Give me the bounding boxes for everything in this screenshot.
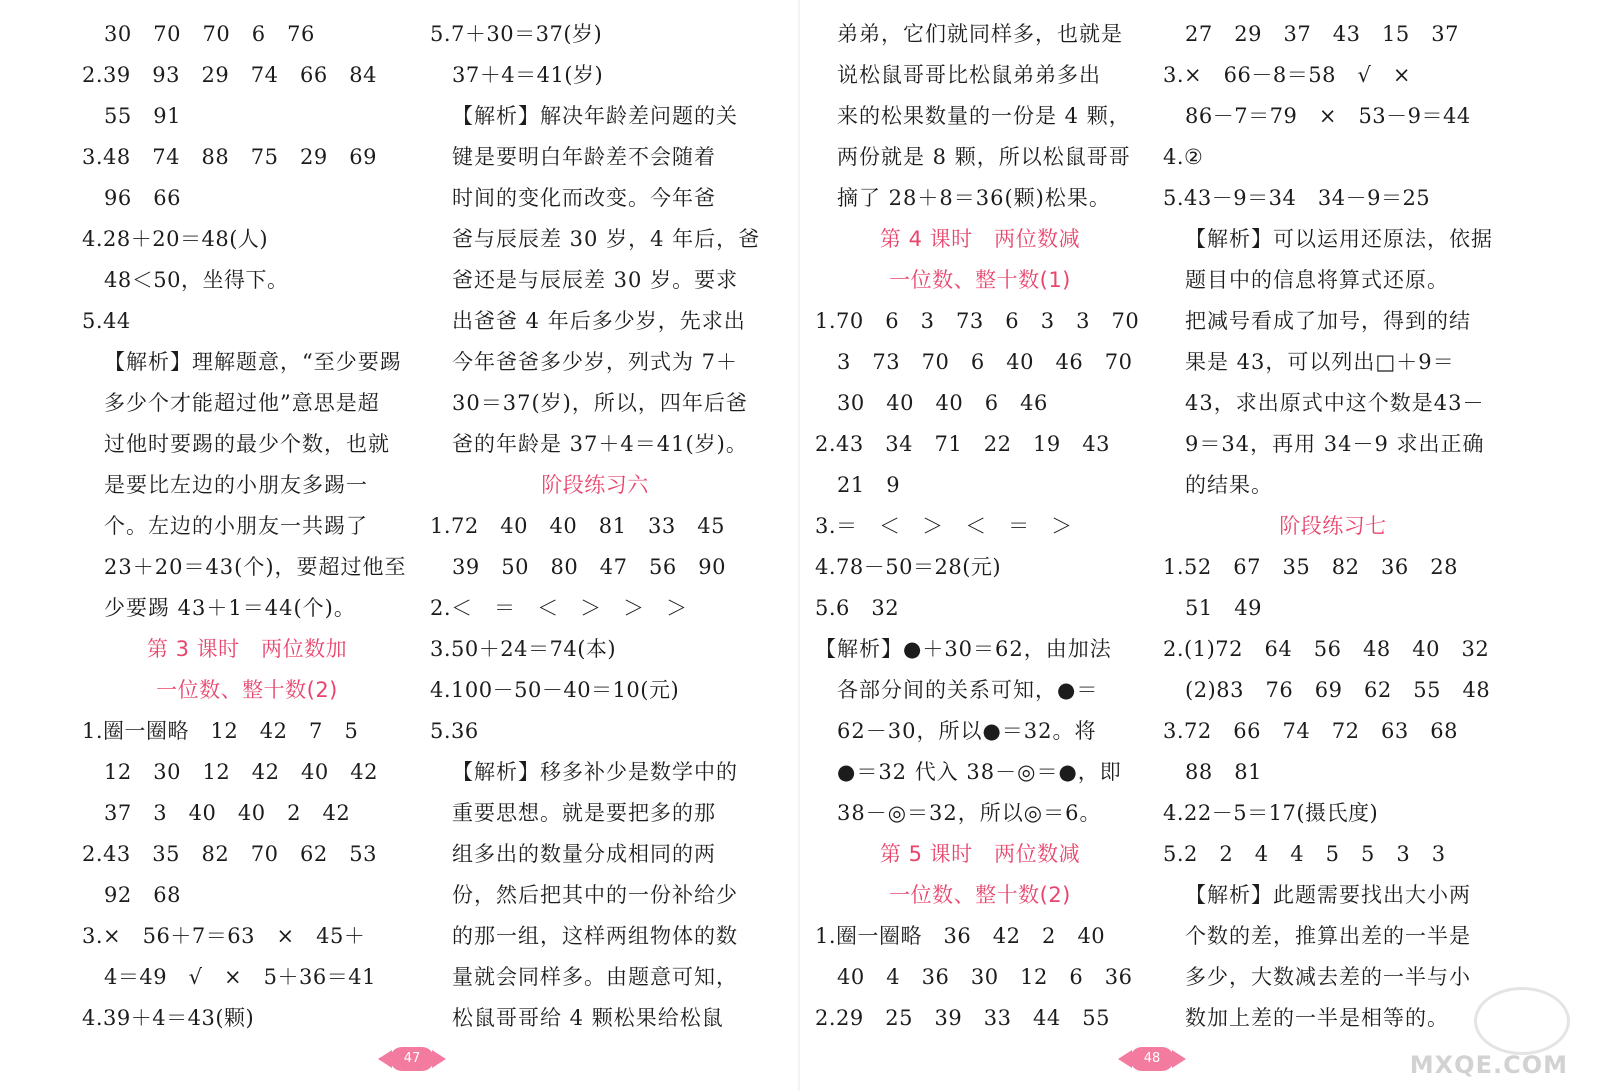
answer-line: 39 50 80 47 56 90 xyxy=(452,555,726,579)
section-heading: 第 3 课时 两位数加 xyxy=(146,637,348,661)
explanation-line: 重要思想。就是要把多的那 xyxy=(452,801,716,825)
explanation-line: 是要比左边的小朋友多踢一 xyxy=(104,473,368,497)
answer-column-1 xyxy=(82,14,412,1039)
explanation-line: 多少，大数减去差的一半与小 xyxy=(1185,965,1471,989)
answer-line: 5.44 xyxy=(82,309,131,333)
explanation-line: 多少个才能超过他”意思是超 xyxy=(104,391,380,415)
answer-line: 55 91 xyxy=(104,104,181,128)
explanation-line: 爸还是与辰辰差 30 岁。要求 xyxy=(452,268,739,292)
explanation-line: 62－30，所以●＝32。将 xyxy=(837,719,1097,743)
explanation-line: 两份就是 8 颗，所以松鼠哥哥 xyxy=(837,145,1131,169)
explanation-line: 个数的差，推算出差的一半是 xyxy=(1185,924,1471,948)
page-number-right: 48 xyxy=(1130,1047,1174,1071)
answer-line: 88 81 xyxy=(1185,760,1262,784)
answer-line: 3 73 70 6 40 46 70 xyxy=(837,350,1133,374)
answer-line: 86－7＝79 × 53－9＝44 xyxy=(1185,104,1471,128)
explanation-line: 各部分间的关系可知，●＝ xyxy=(837,678,1099,702)
explanation-line: 【解析】可以运用还原法，依据 xyxy=(1185,227,1493,251)
answer-line: 5.6 32 xyxy=(815,596,900,620)
answer-column-4 xyxy=(1163,14,1503,1039)
page-number-left: 47 xyxy=(390,1047,434,1071)
explanation-line: 的结果。 xyxy=(1185,473,1273,497)
explanation-line: 弟弟，它们就同样多，也就是 xyxy=(837,22,1123,46)
answer-line: 51 49 xyxy=(1185,596,1262,620)
answer-line: 5.43－9＝34 34－9＝25 xyxy=(1163,186,1431,210)
explanation-line: 【解析】●＋30＝62，由加法 xyxy=(815,637,1112,661)
section-heading: 一位数、整十数(2) xyxy=(156,678,338,702)
explanation-line: 【解析】解决年龄差问题的关 xyxy=(452,104,738,128)
explanation-line: 爸的年龄是 37＋4＝41(岁)。 xyxy=(452,432,748,456)
section-heading: 一位数、整十数(1) xyxy=(889,268,1071,292)
answer-line: 27 29 37 43 15 37 xyxy=(1185,22,1459,46)
explanation-line: 出爸爸 4 年后多少岁，先求出 xyxy=(452,309,746,333)
answer-line: 40 4 36 30 12 6 36 xyxy=(837,965,1133,989)
explanation-line: 【解析】移多补少是数学中的 xyxy=(452,760,738,784)
answer-line: 2.29 25 39 33 44 55 xyxy=(815,1006,1110,1030)
answer-line: 1.52 67 35 82 36 28 xyxy=(1163,555,1458,579)
section-heading: 一位数、整十数(2) xyxy=(889,883,1071,907)
explanation-line: 把减号看成了加号，得到的结 xyxy=(1185,309,1471,333)
answer-line: 3.72 66 74 72 63 68 xyxy=(1163,719,1458,743)
explanation-line: 组多出的数量分成相同的两 xyxy=(452,842,716,866)
answer-line: 1.圈一圈略 36 42 2 40 xyxy=(815,924,1106,948)
answer-line: 2.＜ ＝ ＜ ＞ ＞ ＞ xyxy=(430,596,688,620)
explanation-line: 摘了 28＋8＝36(颗)松果。 xyxy=(837,186,1111,210)
explanation-line: 键是要明白年龄差不会随着 xyxy=(452,145,716,169)
explanation-line: 的那一组，这样两组物体的数 xyxy=(452,924,738,948)
explanation-line: 来的松果数量的一份是 4 颗， xyxy=(837,104,1131,128)
answer-line: 12 30 12 42 40 42 xyxy=(104,760,378,784)
answer-line: 21 9 xyxy=(837,473,901,497)
page-gutter xyxy=(798,0,800,1091)
explanation-line: 23＋20＝43(个)，要超过他至 xyxy=(104,555,407,579)
answer-line: 2.43 35 82 70 62 53 xyxy=(82,842,377,866)
explanation-line: 份，然后把其中的一份补给少 xyxy=(452,883,738,907)
explanation-line: 9＝34，再用 34－9 求出正确 xyxy=(1185,432,1485,456)
answer-line: 4.39＋4＝43(颗) xyxy=(82,1006,255,1030)
answer-line: 30 70 70 6 76 xyxy=(104,22,315,46)
section-heading: 第 5 课时 两位数减 xyxy=(879,842,1081,866)
answer-line: 1.72 40 40 81 33 45 xyxy=(430,514,725,538)
explanation-line: 过他时要踢的最少个数，也就 xyxy=(104,432,390,456)
explanation-line: 38－◎＝32，所以◎＝6。 xyxy=(837,801,1102,825)
answer-line: 37 3 40 40 2 42 xyxy=(104,801,351,825)
explanation-line: 个。左边的小朋友一共踢了 xyxy=(104,514,368,538)
answer-line: 5.2 2 4 4 5 5 3 3 xyxy=(1163,842,1446,866)
explanation-line: 30＝37(岁)，所以，四年后爸 xyxy=(452,391,748,415)
explanation-line: 数加上差的一半是相等的。 xyxy=(1185,1006,1449,1030)
answer-line: 96 66 xyxy=(104,186,181,210)
explanation-line: 今年爸爸多少岁，列式为 7＋ xyxy=(452,350,739,374)
answer-line: 48＜50，坐得下。 xyxy=(104,268,289,292)
answer-line: 5.36 xyxy=(430,719,479,743)
answer-line: 1.圈一圈略 12 42 7 5 xyxy=(82,719,359,743)
explanation-line: 果是 43，可以列出□＋9＝ xyxy=(1185,350,1455,374)
answer-line: 2.39 93 29 74 66 84 xyxy=(82,63,377,87)
answer-line: 2.43 34 71 22 19 43 xyxy=(815,432,1110,456)
answer-line: 30 40 40 6 46 xyxy=(837,391,1048,415)
answer-line: 4.28＋20＝48(人) xyxy=(82,227,269,251)
answer-line: 92 68 xyxy=(104,883,181,907)
answer-line: 5.7＋30＝37(岁) xyxy=(430,22,603,46)
answer-line: (2)83 76 69 62 55 48 xyxy=(1185,678,1491,702)
answer-line: 2.(1)72 64 56 48 40 32 xyxy=(1163,637,1490,661)
answer-line: 1.70 6 3 73 6 3 3 70 xyxy=(815,309,1140,333)
explanation-line: 【解析】此题需要找出大小两 xyxy=(1185,883,1471,907)
answer-column-2 xyxy=(430,14,760,1039)
answer-line: 4＝49 √ × 5＋36＝41 xyxy=(104,965,376,989)
answer-line: 37＋4＝41(岁) xyxy=(452,63,604,87)
section-heading: 阶段练习七 xyxy=(1279,514,1387,538)
answer-line: 3.× 66－8＝58 √ × xyxy=(1163,63,1411,87)
explanation-line: 说松鼠哥哥比松鼠弟弟多出 xyxy=(837,63,1101,87)
answer-line: 4.100－50－40＝10(元) xyxy=(430,678,680,702)
answer-line: 4.② xyxy=(1163,145,1204,169)
answer-line: 3.50＋24＝74(本) xyxy=(430,637,617,661)
answer-column-3 xyxy=(815,14,1145,1039)
section-heading: 第 4 课时 两位数减 xyxy=(879,227,1081,251)
answer-line: 4.78－50＝28(元) xyxy=(815,555,1002,579)
answer-line: 3.48 74 88 75 29 69 xyxy=(82,145,377,169)
explanation-line: 量就会同样多。由题意可知， xyxy=(452,965,738,989)
explanation-line: ●＝32 代入 38－◎＝●，即 xyxy=(837,760,1122,784)
watermark-logo xyxy=(1474,987,1570,1055)
watermark-text: MXQE.COM xyxy=(1409,1051,1568,1079)
explanation-line: 少要踢 43＋1＝44(个)。 xyxy=(104,596,356,620)
explanation-line: 题目中的信息将算式还原。 xyxy=(1185,268,1449,292)
explanation-line: 【解析】理解题意，“至少要踢 xyxy=(104,350,402,374)
answer-line: 3.＝ ＜ ＞ ＜ ＝ ＞ xyxy=(815,514,1073,538)
answer-line: 3.× 56＋7＝63 × 45＋ xyxy=(82,924,366,948)
explanation-line: 时间的变化而改变。今年爸 xyxy=(452,186,716,210)
answer-line: 4.22－5＝17(摄氏度) xyxy=(1163,801,1379,825)
explanation-line: 松鼠哥哥给 4 颗松果给松鼠 xyxy=(452,1006,724,1030)
section-heading: 阶段练习六 xyxy=(541,473,649,497)
explanation-line: 43，求出原式中这个数是43－ xyxy=(1185,391,1485,415)
explanation-line: 爸与辰辰差 30 岁，4 年后，爸 xyxy=(452,227,761,251)
